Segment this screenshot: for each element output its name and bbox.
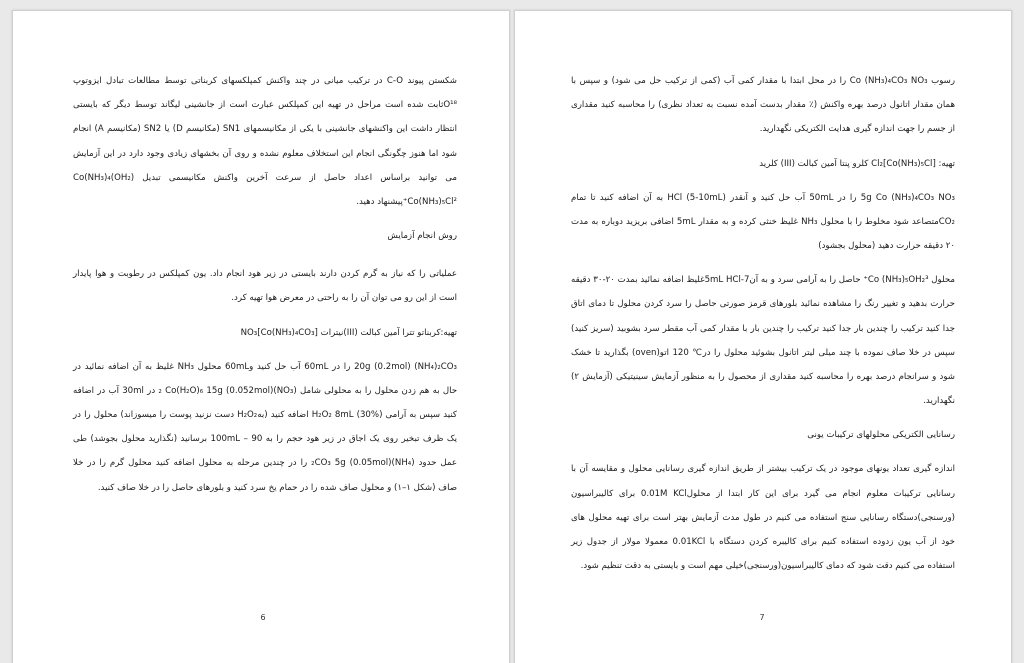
paragraph-precipitate-wash: رسوب Co (NH₃)₄CO₃ NO₃ را در محل ابتدا با مقدار کمی آب (کمی از ترکیب حل می شود) و سپس با همان مقدار اتانول درصد بهره واکنش (٪ مقدار بدست آمده نسبت به تعداد نظری) را محاسبه کنید مقداری از جسم را جهت اندازه گیری هدایت الکتریکی نگهدارید. [571, 76, 955, 135]
heading-chloro-prep: تهیه: [Co(NH₃)₅Cl]Cl₂ کلرو پنتا آمین کبالت (III) کلرید [759, 158, 955, 169]
page-6-content [73, 69, 457, 500]
page-7-content [571, 69, 955, 578]
page-number: 7 [759, 613, 765, 622]
heading-procedure: روش انجام آزمایش [387, 231, 457, 242]
paragraph-carbonato-procedure: 20g (0.2mol) (NH₄)₂CO₃ را در 60mL آب حل کنید و60mL محلول NH₃ غلیظ به آن اضافه نمائید در حال به هم زدن محلول را به محلولی شامل (NO₃)₂ Co(H₂O)₆ 15g (0.052mol) در 30ml آب در اضافه کنید سپس به آرامی H₂O₂ 8mL (30%) اضافه کنید (به‌H₂O₂ دست نزنید پوست را میسوزاند) محلول را در یک ظرف تبخیر روی یک اجاق در زیر هود حجم را به 90 – 100mL برسانید (نگذارید محلول بجوشد) طی عمل حدود (NH₄)₂CO₃ 5g (0.05mol) را در چندین مرحله به محلول اضافه کنید محلول گرم را در خلا صاف (شکل ۱–۱) و محلول صاف شده را در حمام یخ سرد کنید و بلورهای حاصل را در خلا صاف کنید. [73, 361, 458, 493]
page-7 [514, 10, 1012, 663]
paragraph-hood-note: عملیاتی را که نیاز به گرم کردن دارند بایستی در زیر هود انجام داد. یون کمپلکس در رطوبت و هوا پایدار است از این رو می توان آن را به راحتی در معرض هوا تهیه کرد. [73, 269, 457, 304]
page-number: 6 [260, 613, 266, 622]
heading-conductivity: رسانایی الکتریکی محلولهای ترکیبات یونی [807, 430, 955, 441]
paragraph-chloro-step2: محلول Co (NH₃)₅OH₂³⁺ حاصل را به آرامی سرد و به آن7-5mL HClغلیظ اضافه نمائید بمدت ۲۰-۳۰ دقیقه حرارت بدهید و تغییر رنگ را مشاهده نمائید بلورهای قرمز صورتی حاصل را سرد کردن محلول تا دمای اتاق جدا کنید ترکیب را چندین بار جدا کنید ترکیب را چندین بار با مقدار کمی آب مقطر سرد بشوبید (سریز کنید) سپس در خلا صاف نموده با چند میلی لیتر اتانول بشوئید محلول را در℃ 120 اتو(oven) بگذارید تا خشک شود و سرانجام درصد بهره را محاسبه کنید مقداری از محصول را به منظور آزمایش سینیتیکی (آزمایش ۲) نگهدارید. [571, 275, 955, 407]
paragraph-chloro-step1: 5g Co (NH₃)₄CO₃ NO₃ را در 50mL آب حل کنید و آنقدر HCl (5-10mL) به آن اضافه کنید تا تمام CO₂متصاعد شود مخلوط را با محلول NH₃ غلیظ خنثی کرده و به مقدار 5mL اضافی بریزید دوباره به مدت ۲۰ دقیقه حرارت دهید (محلول بجشود) [571, 192, 956, 252]
paragraph-mechanism: شکستن پیوند C-O در ترکیب میانی در چند واکنش کمپلکسهای کربناتی توسط مطالعات تبادل ایزوتوپ O¹⁸ثابت شده است مراحل در تهیه این کمپلکس عبارت است از جانشینی لیگاند توسط دیگر که بایستی انتظار داشت این واکنشهای جانشینی با یکی از مکانیسمهای SN1 (مکانیسم D) یا SN2 (مکانیسم A) انجام شود اما هنوز چگونگی انجام این استخلاف معلوم نشده و روی آن بخشهای زیادی وجود دارد در این آزمایش می توانید براساس اعداد حاصل از سرعت آخرین واکنش مکانیسمی تبدیل Co(NH₃)₄(OH₂) Co(NH₃)₅Cl²⁺پیشنهاد دهید. [73, 76, 458, 208]
paragraph-conductivity: اندازه گیری تعداد یونهای موجود در یک ترکیب بیشتر از طریق اندازه گیری رسانایی محلول و مقایسه آن با رسانایی ترکیبات معلوم انجام می گیرد برای این کار ابتدا از محلول0.01M KCl برای کالیبراسیون (ورسنجی)دستگاه رسانایی سنج استفاده می کنیم در طول مدت آزمایش بهتر است برای تهیه محلول های خود از آب یون زدوده استفاده کنیم برای کالیبره کردن دستگاه با 0.01KCl معمولا مولار از جدول زیر استفاده می کنیم دقت شود که دمای کالیبراسیون(ورسنجی)خیلی مهم است و بایستی به دقت تنظیم شود. [571, 464, 955, 572]
heading-carbonato-prep: تهیه:کربناتو تترا آمین کبالت (III)نیترات [Co(NH₃)₄CO₃]NO₃ [240, 327, 457, 338]
page-6 [12, 10, 510, 663]
